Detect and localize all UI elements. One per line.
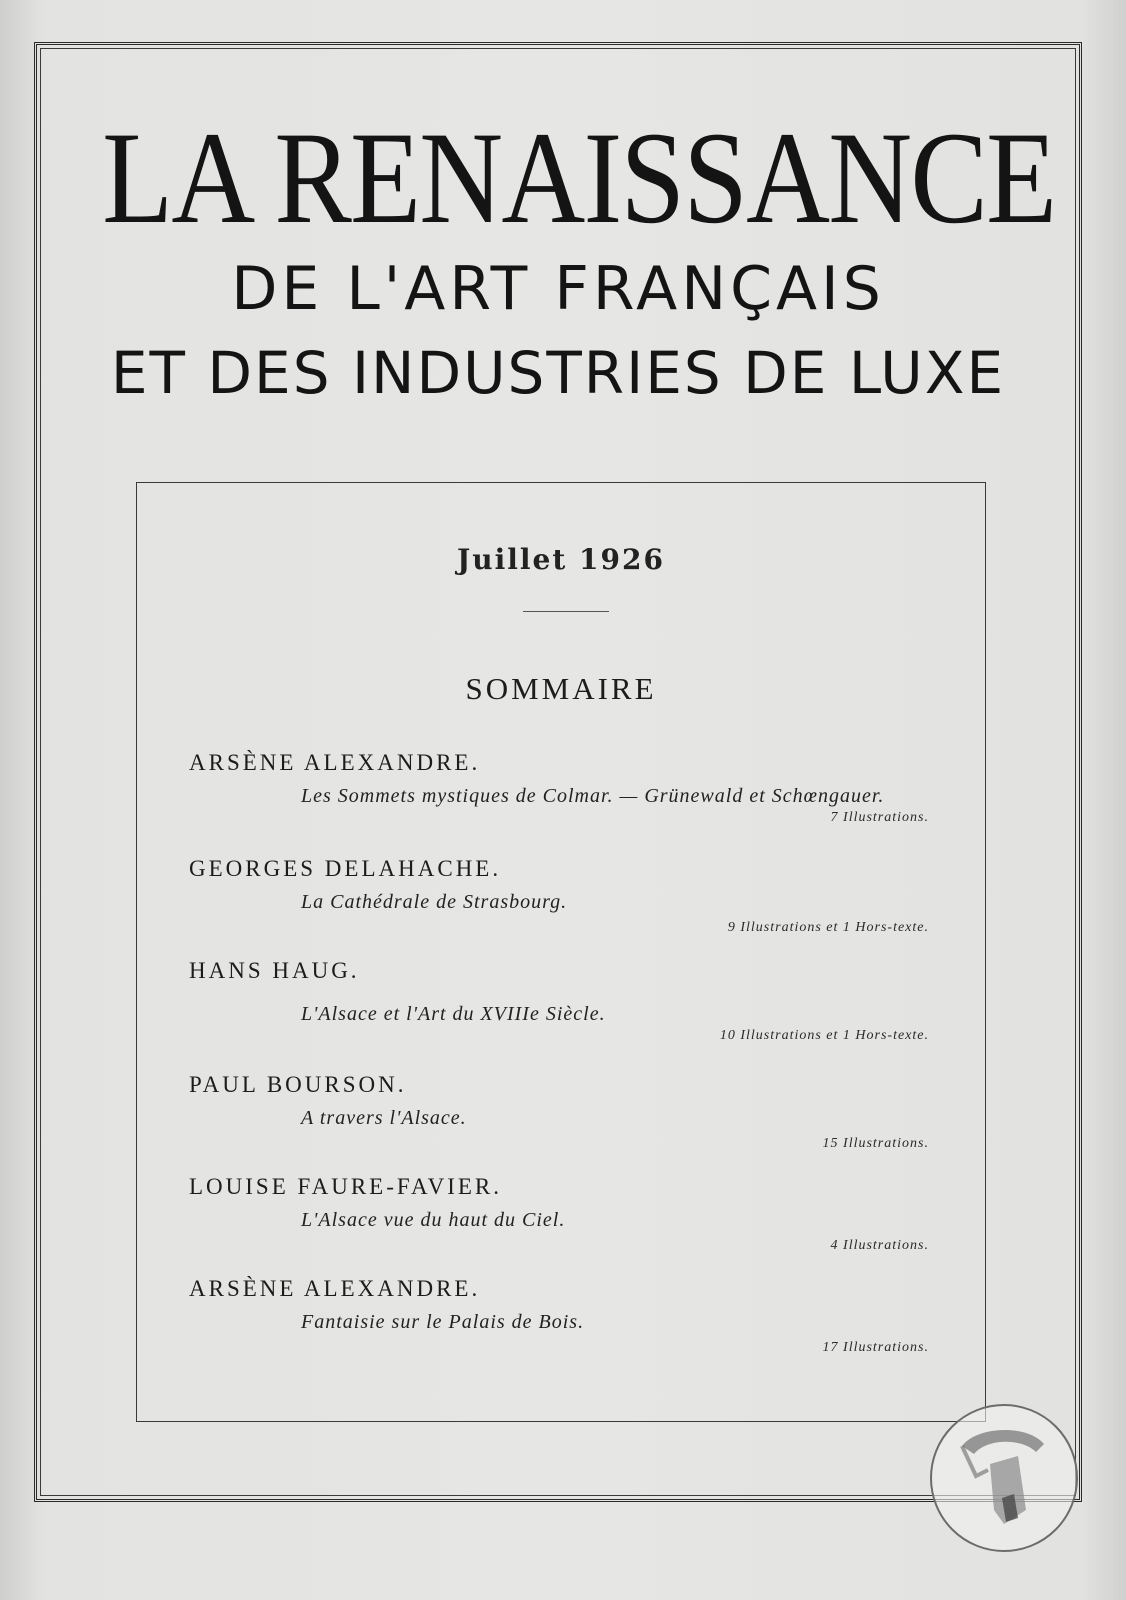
entry-illustrations: 7 Illustrations. [830,810,929,825]
entry-author: LOUISE FAURE-FAVIER. [189,1174,503,1199]
entry-illustrations: 10 Illustrations et 1 Hors-texte. [719,1028,929,1043]
contents-entry-5 [189,1173,929,1255]
entry-author: GEORGES DELAHACHE. [189,856,502,881]
entry-illustrations: 17 Illustrations. [822,1340,929,1355]
entry-illustrations: 15 Illustrations. [822,1136,929,1151]
masthead-subtitle-1: DE L'ART FRANÇAIS [231,254,885,324]
contents-entry-3 [189,957,929,1045]
entry-title: Les Sommets mystiques de Colmar. — Grünewald et Schœngauer. [301,785,885,807]
entry-author: PAUL BOURSON. [189,1072,407,1097]
library-stamp-icon [930,1404,1078,1552]
contents-entry-6 [189,1275,929,1357]
contents-box [136,482,986,1422]
entry-illustrations: 4 Illustrations. [830,1238,929,1253]
entry-title: Fantaisie sur le Palais de Bois. [301,1311,585,1333]
contents-entry-1 [189,749,929,827]
masthead-title: LA RENAISSANCE [102,104,1056,251]
entry-title: L'Alsace vue du haut du Ciel. [301,1209,566,1231]
entry-author: HANS HAUG. [189,958,360,983]
entry-author: ARSÈNE ALEXANDRE. [189,750,481,775]
entry-title: A travers l'Alsace. [301,1107,467,1129]
entry-title: La Cathédrale de Strasbourg. [301,891,568,913]
issue-date: Juillet 1926 [457,543,665,576]
contents-heading: SOMMAIRE [465,671,657,706]
entry-author: ARSÈNE ALEXANDRE. [189,1276,481,1301]
masthead-subtitle-2: ET DES INDUSTRIES DE LUXE [110,339,1006,407]
contents-entry-4 [189,1071,929,1153]
date-divider [523,611,609,612]
entry-illustrations: 9 Illustrations et 1 Hors-texte. [727,920,929,935]
contents-entry-2 [189,855,929,937]
entry-title: L'Alsace et l'Art du XVIIIe Siècle. [301,1003,606,1025]
